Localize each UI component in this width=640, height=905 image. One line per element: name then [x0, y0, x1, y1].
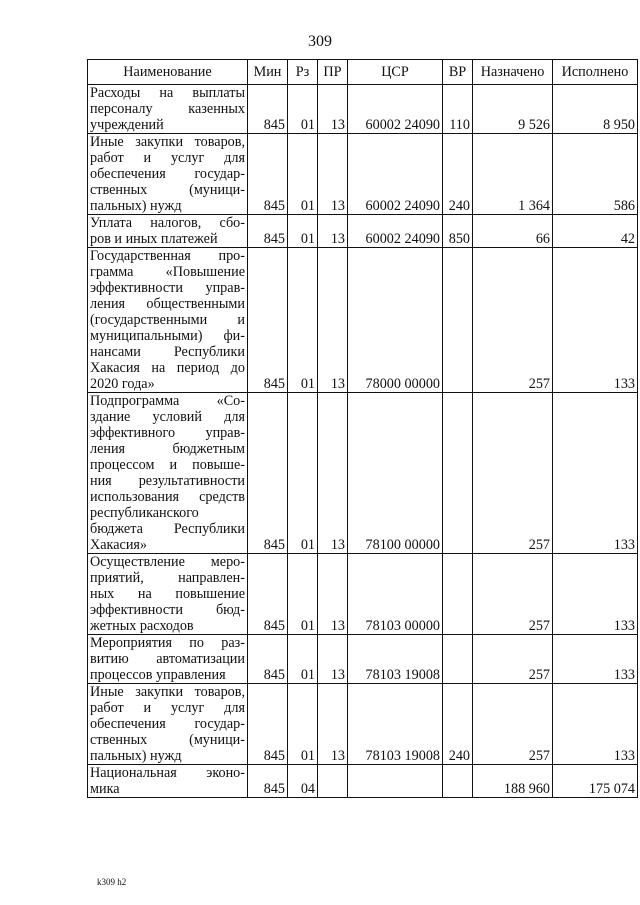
cell-vr: 240 — [443, 684, 473, 765]
cell-min: 845 — [248, 684, 288, 765]
cell-assigned: 66 — [473, 215, 553, 248]
name-line: витию автоматизации — [90, 651, 245, 667]
cell-min: 845 — [248, 635, 288, 684]
name-line: персоналу казенных — [90, 101, 245, 117]
cell-csr — [348, 765, 443, 798]
cell-name — [88, 554, 248, 635]
cell-name — [88, 134, 248, 215]
name-line: Мероприятия по раз- — [90, 635, 245, 651]
budget-table — [87, 59, 638, 798]
table-row — [88, 85, 638, 134]
cell-executed: 42 — [553, 215, 638, 248]
name-line: мика — [90, 781, 120, 797]
header-pr: ПР — [318, 60, 348, 85]
cell-rz: 01 — [288, 134, 318, 215]
cell-vr — [443, 765, 473, 798]
cell-name — [88, 85, 248, 134]
name-line: жетных расходов — [90, 618, 194, 634]
cell-assigned: 9 526 — [473, 85, 553, 134]
name-line: здание условий для — [90, 409, 245, 425]
cell-rz: 01 — [288, 85, 318, 134]
name-line: эффективного управ- — [90, 425, 245, 441]
name-line: процессов управления — [90, 667, 226, 683]
cell-assigned: 257 — [473, 393, 553, 554]
name-line: работ и услуг для — [90, 700, 245, 716]
cell-assigned: 257 — [473, 554, 553, 635]
name-line: Осуществление меро- — [90, 554, 245, 570]
cell-vr: 240 — [443, 134, 473, 215]
name-line: приятий, направлен- — [90, 570, 245, 586]
page-number: 309 — [308, 33, 332, 50]
footer-code: k309 h2 — [97, 877, 127, 887]
cell-vr — [443, 635, 473, 684]
cell-executed: 133 — [553, 248, 638, 393]
name-line: процессом и повыше- — [90, 457, 245, 473]
name-line: использования средств — [90, 489, 245, 505]
cell-name — [88, 635, 248, 684]
cell-name — [88, 393, 248, 554]
cell-rz: 01 — [288, 635, 318, 684]
cell-pr: 13 — [318, 248, 348, 393]
table-row — [88, 215, 638, 248]
cell-assigned: 257 — [473, 635, 553, 684]
cell-pr: 13 — [318, 393, 348, 554]
cell-executed: 175 074 — [553, 765, 638, 798]
name-line: эффективности бюд- — [90, 602, 245, 618]
cell-vr — [443, 393, 473, 554]
name-line: ления бюджетным — [90, 441, 245, 457]
table-row — [88, 684, 638, 765]
name-line: Государственная про- — [90, 248, 245, 264]
table-row — [88, 248, 638, 393]
name-line: республиканского — [90, 505, 199, 521]
cell-name — [88, 215, 248, 248]
cell-min: 845 — [248, 248, 288, 393]
table-row — [88, 635, 638, 684]
cell-assigned: 257 — [473, 248, 553, 393]
table-header-row — [88, 60, 638, 85]
cell-min: 845 — [248, 85, 288, 134]
cell-pr: 13 — [318, 635, 348, 684]
header-min: Мин — [248, 60, 288, 85]
table-row — [88, 393, 638, 554]
cell-executed: 8 950 — [553, 85, 638, 134]
name-line: Уплата налогов, сбо- — [90, 215, 245, 231]
name-line: (государственными и — [90, 312, 245, 328]
cell-csr: 60002 24090 — [348, 215, 443, 248]
cell-pr — [318, 765, 348, 798]
cell-pr: 13 — [318, 215, 348, 248]
cell-executed: 133 — [553, 393, 638, 554]
cell-vr — [443, 248, 473, 393]
cell-rz: 01 — [288, 215, 318, 248]
name-line: эффективности управ- — [90, 280, 245, 296]
cell-csr: 78103 00000 — [348, 554, 443, 635]
cell-assigned: 1 364 — [473, 134, 553, 215]
cell-pr: 13 — [318, 134, 348, 215]
cell-executed: 133 — [553, 554, 638, 635]
cell-executed: 586 — [553, 134, 638, 215]
header-name: Наименование — [88, 60, 248, 85]
header-assigned: Назначено — [473, 60, 553, 85]
header-executed: Исполнено — [553, 60, 638, 85]
table-row — [88, 554, 638, 635]
cell-min: 845 — [248, 765, 288, 798]
cell-assigned: 257 — [473, 684, 553, 765]
name-line: Подпрограмма «Со- — [90, 393, 245, 409]
header-csr: ЦСР — [348, 60, 443, 85]
cell-csr: 78103 19008 — [348, 635, 443, 684]
cell-rz: 01 — [288, 393, 318, 554]
cell-min: 845 — [248, 393, 288, 554]
cell-rz: 04 — [288, 765, 318, 798]
cell-rz: 01 — [288, 248, 318, 393]
cell-rz: 01 — [288, 684, 318, 765]
header-vr: ВР — [443, 60, 473, 85]
cell-pr: 13 — [318, 85, 348, 134]
cell-pr: 13 — [318, 684, 348, 765]
header-rz: Рз — [288, 60, 318, 85]
name-line: ров и иных платежей — [90, 231, 218, 247]
cell-vr: 110 — [443, 85, 473, 134]
name-line: нансами Республики — [90, 344, 245, 360]
table-row — [88, 765, 638, 798]
cell-executed: 133 — [553, 684, 638, 765]
cell-min: 845 — [248, 554, 288, 635]
cell-csr: 78103 19008 — [348, 684, 443, 765]
cell-executed: 133 — [553, 635, 638, 684]
name-line: учреждений — [90, 117, 164, 133]
cell-name — [88, 684, 248, 765]
name-line: 2020 года» — [90, 376, 155, 392]
table-row — [88, 134, 638, 215]
cell-rz: 01 — [288, 554, 318, 635]
name-line: бюджета Республики — [90, 521, 245, 537]
name-line: обеспечения государ- — [90, 166, 245, 182]
cell-name — [88, 765, 248, 798]
name-line: ственных (муници- — [90, 182, 245, 198]
name-line: Хакасия» — [90, 537, 148, 553]
name-line: ления общественными — [90, 296, 245, 312]
name-line: ственных (муници- — [90, 732, 245, 748]
name-line: ных на повышение — [90, 586, 245, 602]
name-line: Иные закупки товаров, — [90, 134, 245, 150]
name-line: муниципальными) фи- — [90, 328, 245, 344]
cell-csr: 78100 00000 — [348, 393, 443, 554]
name-line: Хакасия на период до — [90, 360, 245, 376]
cell-csr: 60002 24090 — [348, 85, 443, 134]
name-line: работ и услуг для — [90, 150, 245, 166]
name-line: Расходы на выплаты — [90, 85, 245, 101]
cell-min: 845 — [248, 134, 288, 215]
name-line: обеспечения государ- — [90, 716, 245, 732]
name-line: пальных) нужд — [90, 748, 182, 764]
name-line: Национальная эконо- — [90, 765, 245, 781]
cell-pr: 13 — [318, 554, 348, 635]
name-line: пальных) нужд — [90, 198, 182, 214]
cell-assigned: 188 960 — [473, 765, 553, 798]
cell-csr: 78000 00000 — [348, 248, 443, 393]
cell-name — [88, 248, 248, 393]
cell-vr: 850 — [443, 215, 473, 248]
cell-min: 845 — [248, 215, 288, 248]
table-body — [88, 85, 638, 798]
name-line: грамма «Повышение — [90, 264, 245, 280]
name-line: Иные закупки товаров, — [90, 684, 245, 700]
name-line: ния результативности — [90, 473, 245, 489]
cell-vr — [443, 554, 473, 635]
cell-csr: 60002 24090 — [348, 134, 443, 215]
